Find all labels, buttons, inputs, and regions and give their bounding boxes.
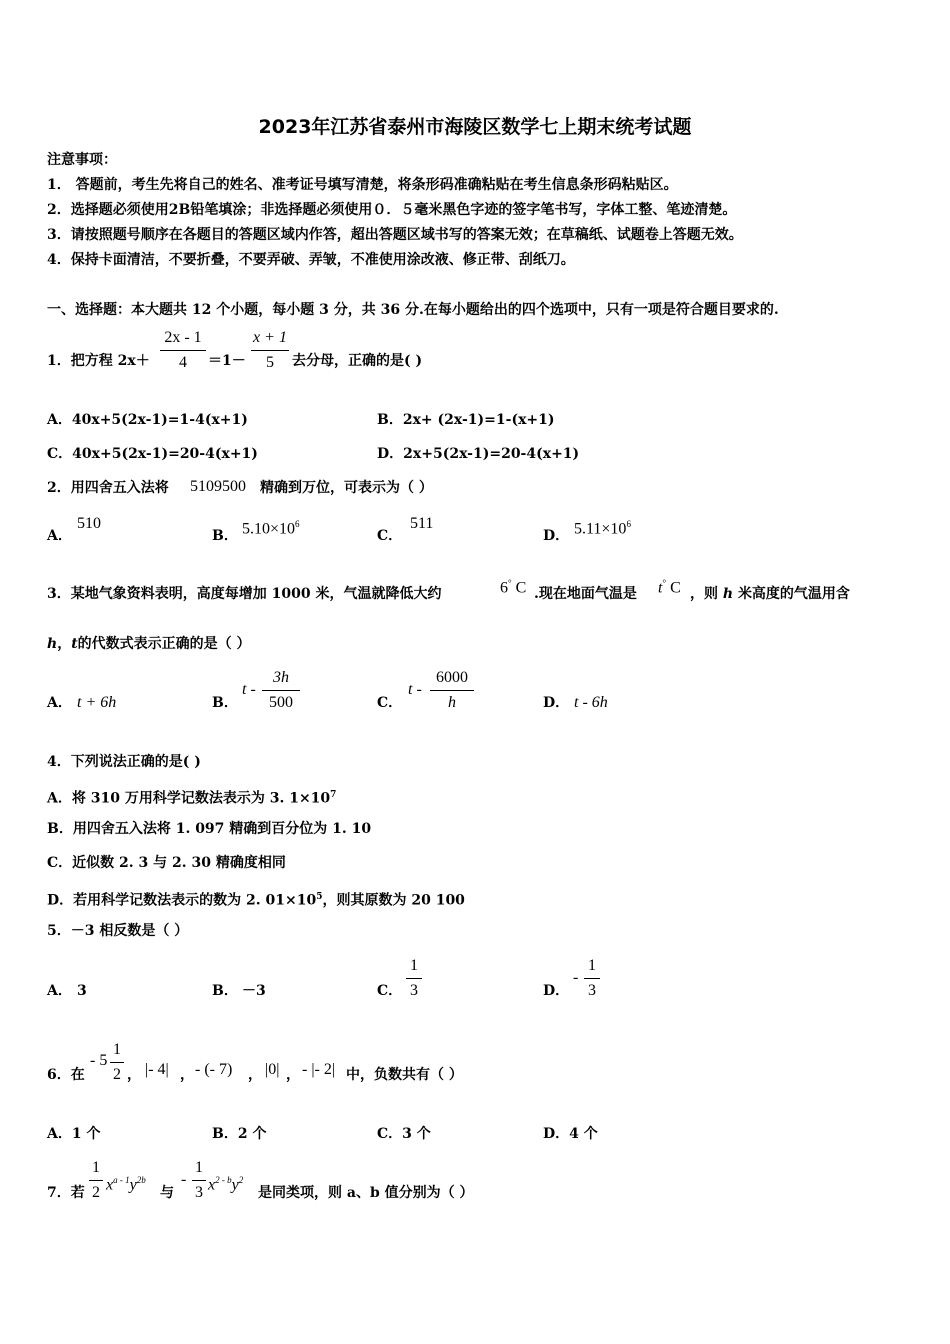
q4-option-b: B．用四舍五入法将 1. 097 精确到百分位为 1. 10 [47,821,372,837]
q1-mid: ＝1－ [208,353,246,369]
notice-item-4: 4．保持卡面清洁，不要折叠，不要弄破、弄皱，不准使用涂改液、修正带、刮纸刀。 [47,252,575,268]
q1-fraction-2 [251,328,289,373]
q3-option-a: t + 6h [77,694,117,711]
page-title: 2023年江苏省泰州市海陵区数学七上期末统考试题 [258,116,692,138]
q6-mixed-fraction: 1 2 [110,1040,124,1085]
q1-frac1-den: 4 [179,354,187,371]
notice-item-1: 1． 答题前，考生先将自己的姓名、准考证号填写清楚，将条形码准确粘贴在考生信息条形码粘贴区。 [47,177,678,193]
q5-option-d-sign: - [573,969,579,986]
q3-label-b: B． [212,695,238,711]
notice-item-2: 2．选择题必须使用2B铅笔填涂；非选择题必须使用０．５毫米黑色字迹的签字笔书写，字体工整、笔迹清楚。 [47,202,737,218]
q6-prefix: 6．在 [47,1067,85,1083]
q6-sep-1: ， [127,1067,141,1083]
q1-suffix: 去分母，正确的是( ) [292,353,423,369]
q1-frac2-num: x + 1 [253,329,287,346]
q5-label-b: B． [212,983,238,999]
q5-option-b: －3 [242,983,266,999]
q4-stem: 4．下列说法正确的是( ) [47,754,201,770]
q6-sep-3: ， [248,1067,262,1083]
q3-option-c-fraction: 6000 h [430,668,474,713]
q6-suffix: 中，负数共有（ ） [346,1067,463,1083]
q4-option-c: C．近似数 2. 3 与 2. 30 精确度相同 [47,855,286,871]
q2-value-b: $5.10\times 10^6$ [242,519,300,538]
q1-option-a: A．40x+5(2x-1)=1-4(x+1) [47,412,248,428]
q3-label-d: D． [543,695,570,711]
q2-prefix: 2．用四舍五入法将 [47,480,169,496]
q3-option-d: t - 6h [574,694,608,711]
q5-label-a: A． [47,983,72,999]
q6-option-b: B．2 个 [212,1126,267,1142]
q2-value-d: $5.11\times 10^6$ [574,519,631,538]
q3-line1-b: .现在地面气温是 [534,586,637,602]
q4-option-d: D．若用科学记数法表示的数为 2. $01\times 10^5$，则其原数为 20 100 [47,892,465,909]
fraction-bar [251,350,289,351]
q5-option-c-fraction: 1 3 [406,956,422,1001]
notice-item-3: 3．请按照题号顺序在各题目的答题区域内作答，超出答题区域书写的答案无效；在草稿纸、试题卷上答题无效。 [47,227,743,243]
notice-heading: 注意事项： [47,152,117,168]
q7-term-1: $x^{a - 1}y^{2b}$ [106,1175,146,1194]
q6-abs-1: |- 4| [145,1061,169,1078]
q3-option-b-pre: t - [242,681,256,698]
q6-option-d: D．4 个 [543,1126,598,1142]
q1-option-d: D．2x+5(2x-1)=20-4(x+1) [377,446,580,462]
section-heading: 一、选择题：本大题共 12 个小题，每小题 3 分，共 36 分.在每小题给出的四个选项中，只有一项是符合题目要求的. [47,302,779,318]
q1-frac2-den: 5 [266,354,274,371]
q1-fraction-1 [160,328,206,373]
q6-sep-2: ， [180,1067,194,1083]
q5-label-d: D． [543,983,570,999]
q7-fraction-2: 1 3 [192,1158,206,1203]
q3-label-c: C． [377,695,403,711]
q1-option-c: C．40x+5(2x-1)=20-4(x+1) [47,446,258,462]
q3-line1-c: ，则 h 米高度的气温用含 [690,586,850,602]
q3-temp-ground: t° C [658,578,681,597]
q6-mixed-sign: - 5 [90,1052,108,1069]
q7-prefix: 7．若 [47,1185,85,1201]
q7-mid: 与 [160,1185,174,1201]
q2-value-c: 511 [410,515,434,532]
q3-option-c-pre: t - [408,681,422,698]
q2-label-b: B． [212,528,238,544]
q3-line2: h，t的代数式表示正确的是（ ） [47,636,251,652]
q6-abs-2: |0| [265,1061,280,1078]
q2-number: 5109500 [190,478,246,495]
q5-stem: 5．－3 相反数是（ ） [47,923,189,939]
q5-label-c: C． [377,983,403,999]
q6-option-c: C．3 个 [377,1126,431,1142]
q4-option-a: A．将 310 万用科学记数法表示为 3. $1\times 10^7$ [47,790,337,807]
q2-label-a: A． [47,528,72,544]
q1-prefix: 1．把方程 2x＋ [47,353,150,369]
q7-fraction-1: 1 2 [89,1158,103,1203]
q2-label-d: D． [543,528,570,544]
q7-term-2: $x^{2 - b}y^2$ [208,1175,244,1194]
q7-suffix: 是同类项，则 a、b 值分别为（ ） [258,1185,474,1201]
q6-abs-3: - |- 2| [302,1061,336,1078]
q7-sign: - [181,1171,187,1188]
q3-temp-drop: 6° C [500,578,527,597]
q3-line1-a: 3．某地气象资料表明，高度每增加 1000 米，气温就降低大约 [47,586,442,602]
fraction-bar [160,350,206,351]
q6-sep-4: ， [286,1067,300,1083]
q6-option-a: A．1 个 [47,1126,101,1142]
q1-option-b: B．2x+ (2x-1)=1-(x+1) [377,412,555,428]
q5-option-a: 3 [77,983,87,999]
q5-option-d-fraction: 1 3 [584,956,600,1001]
q3-option-b-fraction: 3h 500 [262,668,300,713]
q6-paren: - (- 7) [195,1061,233,1078]
q3-label-a: A． [47,695,72,711]
q2-suffix: 精确到万位，可表示为（ ） [260,480,433,496]
q1-frac1-num: 2x - 1 [164,329,202,346]
q2-label-c: C． [377,528,403,544]
q2-value-a: 510 [77,515,101,532]
